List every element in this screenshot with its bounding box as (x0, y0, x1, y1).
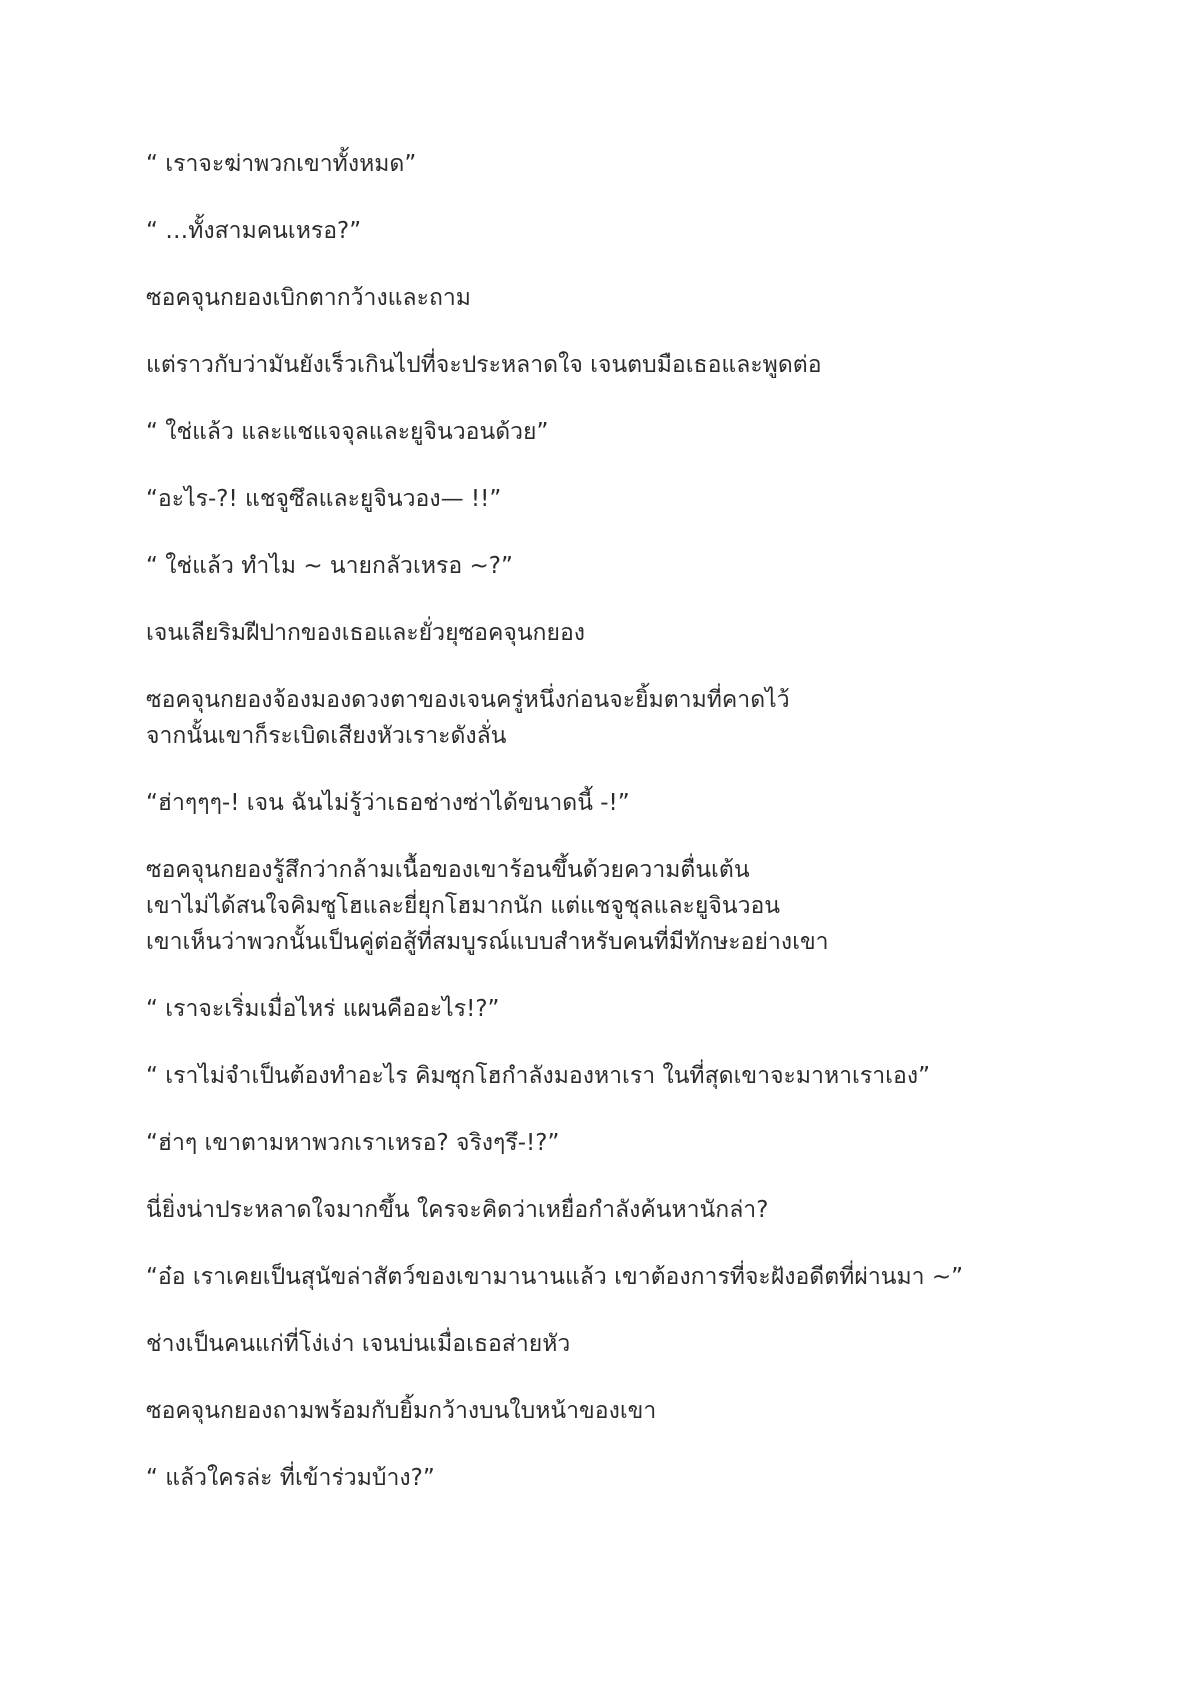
text-line: ซอคจุนกยองเบิกตากว้างและถาม (146, 285, 471, 311)
paragraph (146, 347, 1086, 383)
text-line: “ ใช่แล้ว ทำไม ~ นายกลัวเหรอ ~?” (146, 553, 513, 579)
text-line: เขาเห็นว่าพวกนั้นเป็นคู่ต่อสู้ที่สมบูรณ์แบบสำหรับคนที่มีทักษะอย่างเขา (146, 929, 829, 955)
text-line: ซอคจุนกยองจ้องมองดวงตาของเจนครู่หนึ่งก่อนจะยิ้มตามที่คาดไว้ (146, 687, 790, 713)
paragraph (146, 991, 1086, 1027)
text-line: เขาไม่ได้สนใจคิมซูโฮและยี่ยุกโฮมากนัก แต่แชจูชุลและยูจินวอน (146, 893, 781, 919)
paragraph (146, 615, 1086, 651)
paragraph (146, 1393, 1086, 1429)
paragraph (146, 1326, 1086, 1362)
text-line: แต่ราวกับว่ามันยังเร็วเกินไปที่จะประหลาดใจ เจนตบมือเธอและพูดต่อ (146, 352, 822, 378)
text-line: “ แล้วใครล่ะ ที่เข้าร่วมบ้าง?” (146, 1465, 435, 1491)
text-line: ซอคจุนกยองรู้สึกว่ากล้ามเนื้อของเขาร้อนขึ้นด้วยความตื่นเต้น (146, 857, 750, 883)
paragraph (146, 280, 1086, 316)
paragraph (146, 213, 1086, 249)
text-line: “ ใช่แล้ว และแชแจจุลและยูจินวอนด้วย” (146, 419, 549, 445)
text-line: ซอคจุนกยองถามพร้อมกับยิ้มกว้างบนใบหน้าของเขา (146, 1398, 657, 1424)
paragraph (146, 785, 1086, 821)
paragraph (146, 852, 1086, 960)
paragraph (146, 1192, 1086, 1228)
text-line: “อ๋อ เราเคยเป็นสุนัขล่าสัตว์ของเขามานานแล้ว เขาต้องการที่จะฝังอดีตที่ผ่านมา ~” (146, 1264, 964, 1290)
text-line: “ฮ่าๆ เขาตามหาพวกเราเหรอ? จริงๆรึ-!?” (146, 1130, 560, 1156)
paragraph (146, 1125, 1086, 1161)
text-line: “ …ทั้งสามคนเหรอ?” (146, 218, 362, 244)
document-body (146, 146, 1086, 1527)
paragraph (146, 682, 1086, 754)
text-line: “ฮ่าๆๆๆ-! เจน ฉันไม่รู้ว่าเธอช่างซ่าได้ขนาดนี้ -!” (146, 790, 630, 816)
paragraph (146, 1259, 1086, 1295)
paragraph (146, 1460, 1086, 1496)
text-line: “อะไร-?! แชจูซึลและยูจินวอง— !!” (146, 486, 502, 512)
text-line: นี่ยิ่งน่าประหลาดใจมากขึ้น ใครจะคิดว่าเหยื่อกำลังค้นหานักล่า? (146, 1197, 769, 1223)
paragraph (146, 414, 1086, 450)
paragraph (146, 548, 1086, 584)
text-line: “ เราไม่จำเป็นต้องทำอะไร คิมซุกโฮกำลังมองหาเรา ในที่สุดเขาจะมาหาเราเอง” (146, 1063, 930, 1089)
text-line: ช่างเป็นคนแก่ที่โง่เง่า เจนบ่นเมื่อเธอส่ายหัว (146, 1331, 571, 1357)
paragraph (146, 481, 1086, 517)
text-line: “ เราจะเริ่มเมื่อไหร่ แผนคืออะไร!?” (146, 996, 500, 1022)
text-line: เจนเลียริมฝีปากของเธอและยั่วยุซอคจุนกยอง (146, 620, 585, 646)
paragraph (146, 146, 1086, 182)
paragraph (146, 1058, 1086, 1094)
text-line: จากนั้นเขาก็ระเบิดเสียงหัวเราะดังลั่น (146, 723, 507, 749)
text-line: “ เราจะฆ่าพวกเขาทั้งหมด” (146, 151, 417, 177)
